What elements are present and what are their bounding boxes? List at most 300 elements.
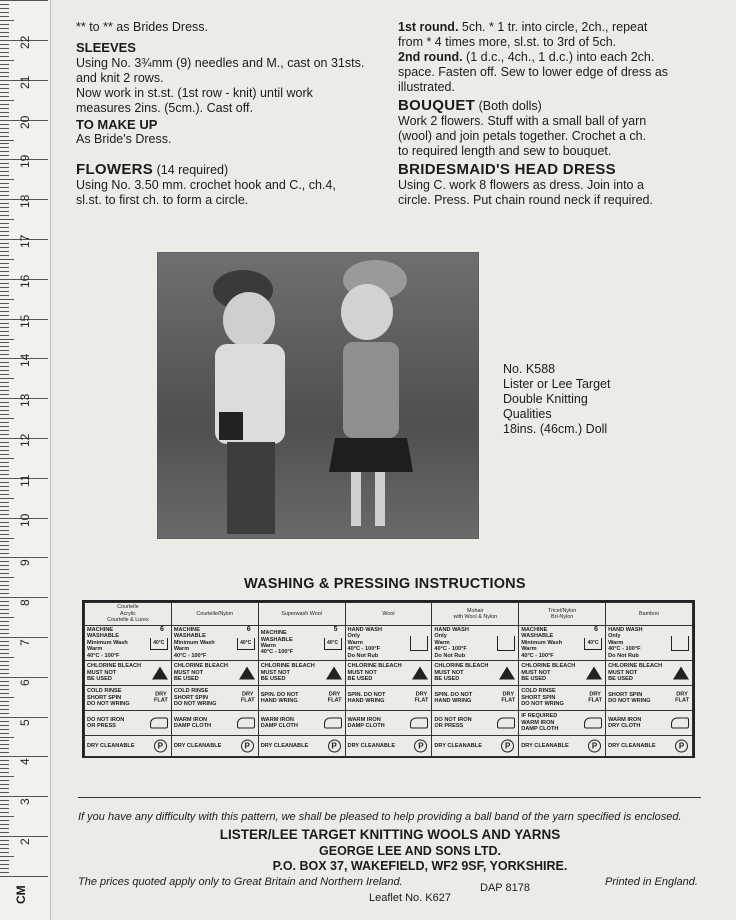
wash-drycleaning-cell <box>345 736 432 757</box>
wash-cell-text: CHLORINE BLEACH MUST NOT BE USED <box>347 663 402 683</box>
round-2-label: 2nd round. <box>398 50 463 64</box>
dry-clean-p-icon: P <box>154 740 167 753</box>
ruler-number: 9 <box>18 559 32 567</box>
ruler-number: 5 <box>18 718 32 726</box>
wash-cell-text: Bamboo <box>638 610 660 617</box>
ruler-tick <box>0 96 9 97</box>
ruler-tick <box>0 772 9 773</box>
ruler-tick <box>0 506 9 507</box>
washing-title: WASHING & PRESSING INSTRUCTIONS <box>244 576 526 592</box>
ruler-tick <box>0 88 9 89</box>
ruler-tick <box>0 446 9 447</box>
ruler-tick <box>0 474 9 475</box>
no-bleach-icon <box>326 667 342 680</box>
ruler-tick <box>0 593 9 594</box>
ruler-tick <box>0 840 9 841</box>
ruler-tick <box>0 486 9 487</box>
ruler-tick <box>0 526 9 527</box>
wash-drying-cell <box>171 686 258 711</box>
ruler-number: 15 <box>18 314 32 328</box>
ruler-tick <box>0 303 9 304</box>
ruler-tick <box>0 36 9 37</box>
ruler-tick <box>0 466 9 467</box>
wash-cell-text: DRY CLEANABLE <box>87 742 135 749</box>
dry-flat-label: DRY FLAT <box>414 691 429 705</box>
ruler-tick <box>0 569 9 570</box>
ruler-tick <box>0 227 9 228</box>
wash-cell-text: SPIN. DO NOT HAND WRING <box>347 691 386 705</box>
flowers-line: Using No. 3.50 mm. crochet hook and C., ch.4, <box>76 178 336 192</box>
ruler-number: 14 <box>18 354 32 368</box>
no-bleach-icon <box>412 667 428 680</box>
ruler-number: 4 <box>18 758 32 766</box>
ruler-tick <box>0 231 9 232</box>
wash-cell-text: Wool <box>382 610 395 617</box>
ruler-tick <box>0 267 9 268</box>
ruler-tick <box>0 585 9 586</box>
wash-row <box>85 603 693 626</box>
hand-wash-icon <box>410 636 428 651</box>
leaflet-number: Leaflet No. K627 <box>369 892 451 904</box>
ruler-tick <box>0 187 9 188</box>
ruler-tick <box>0 362 9 363</box>
ruler-tick <box>0 323 9 324</box>
wash-bleach-cell <box>345 661 432 686</box>
wash-cell-text: CHLORINE BLEACH MUST NOT BE USED <box>608 663 663 683</box>
ruler-tick <box>0 299 14 300</box>
ruler-tick <box>0 605 9 606</box>
ruler-tick <box>0 510 9 511</box>
ruler-tick <box>0 494 9 495</box>
ruler-tick <box>0 8 9 9</box>
wash-header-cell <box>258 603 345 626</box>
ruler-tick <box>0 561 9 562</box>
ruler-tick <box>0 689 9 690</box>
ruler-tick <box>0 346 9 347</box>
wash-ironing-cell <box>258 711 345 736</box>
wash-drycleaning-cell <box>519 736 606 757</box>
ruler-tick <box>0 852 9 853</box>
doll-left-figure <box>213 270 285 534</box>
ruler-tick <box>0 725 9 726</box>
wash-cell-text: CHLORINE BLEACH MUST NOT BE USED <box>87 663 142 683</box>
bouquet-heading: BOUQUET <box>398 97 476 114</box>
ruler-tick <box>0 167 9 168</box>
ruler-tick <box>0 538 14 539</box>
ruler-tick <box>0 717 48 718</box>
wash-cell-text: DRY CLEANABLE <box>521 742 569 749</box>
iron-icon <box>584 718 602 729</box>
ruler-tick <box>0 641 9 642</box>
ruler-tick <box>0 534 9 535</box>
pattern-number: No. K588 <box>503 362 556 376</box>
ruler-tick <box>0 740 9 741</box>
ruler-tick <box>0 163 9 164</box>
wash-cell-text: WARM IRON DAMP CLOTH <box>173 716 212 730</box>
wash-ironing-cell <box>85 711 172 736</box>
wash-bleach-cell <box>85 661 172 686</box>
wash-header-cell <box>171 603 258 626</box>
dry-flat-label: DRY FLAT <box>675 691 689 705</box>
wash-cell-text: CHLORINE BLEACH MUST NOT BE USED <box>173 663 228 683</box>
ruler-tick <box>0 549 9 550</box>
ruler-tick <box>0 764 9 765</box>
wash-row <box>85 736 693 757</box>
dry-flat-label: DRY FLAT <box>327 691 342 705</box>
round-1-line: from * 4 times more, sl.st. to 3rd of 5ch. <box>398 35 617 49</box>
ruler-number: 11 <box>18 474 32 487</box>
ruler-tick <box>0 530 9 531</box>
ruler-tick <box>0 713 9 714</box>
ruler-tick <box>0 243 9 244</box>
ruler-tick <box>0 406 9 407</box>
ruler-tick <box>0 665 9 666</box>
ruler-tick <box>0 768 9 769</box>
footer-divider <box>78 797 701 798</box>
ruler-tick <box>0 589 9 590</box>
wash-ironing-cell <box>345 711 432 736</box>
round-2-text <box>398 50 668 95</box>
wash-drycleaning-cell <box>85 736 172 757</box>
wash-tub-icon: 40°C <box>584 638 602 650</box>
ruler-tick <box>0 617 14 618</box>
ruler-number: 20 <box>18 115 32 129</box>
ruler-tick <box>0 394 9 395</box>
ruler-number: 22 <box>18 35 32 49</box>
cm-ruler <box>0 0 51 920</box>
bouquet-note: (Both dolls) <box>478 99 542 113</box>
ruler-tick <box>0 804 9 805</box>
wash-cell-text: DO NOT IRON OR PRESS <box>434 716 472 730</box>
ruler-number: 3 <box>18 798 32 806</box>
dry-clean-p-icon: P <box>501 740 514 753</box>
company-name: LISTER/LEE TARGET KNITTING WOOLS AND YARNS <box>219 827 561 842</box>
ruler-tick <box>0 868 9 869</box>
iron-icon <box>497 718 515 729</box>
ruler-tick <box>0 259 14 260</box>
no-bleach-icon <box>586 667 602 680</box>
wash-drying-cell <box>519 686 606 711</box>
flowers-note: (14 required) <box>156 163 229 177</box>
round-2-line: (1 d.c., 4ch., 1 d.c.) into each 2ch. <box>462 50 655 64</box>
ruler-tick <box>0 112 9 113</box>
ruler-tick <box>0 426 9 427</box>
ruler-tick <box>0 195 9 196</box>
ruler-tick <box>0 848 9 849</box>
ruler-tick <box>0 219 14 220</box>
wash-cell-text: Courtelle Acrylic Courtelle & Lurex <box>107 604 149 624</box>
wash-method-cell <box>345 626 432 661</box>
ruler-tick <box>0 171 9 172</box>
ruler-tick <box>0 116 9 117</box>
wash-tub-icon: 40°C <box>324 638 342 650</box>
ruler-tick <box>0 733 9 734</box>
ruler-tick <box>0 792 9 793</box>
ruler-tick <box>0 744 9 745</box>
ruler-tick <box>0 633 9 634</box>
bouquet-line: to required length and sew to bouquet. <box>398 144 612 158</box>
wash-drycleaning-cell <box>258 736 345 757</box>
ruler-tick <box>0 864 9 865</box>
ruler-tick <box>0 454 9 455</box>
ruler-tick <box>0 108 9 109</box>
dry-flat-label: DRY FLAT <box>240 691 255 705</box>
wash-cell-text: WARM IRON DRY CLOTH <box>608 716 642 730</box>
ruler-tick <box>0 151 9 152</box>
ruler-tick <box>0 565 9 566</box>
ruler-tick <box>0 737 14 738</box>
round-2-line: space. Fasten off. Sew to lower edge of dress as <box>398 65 669 79</box>
wash-method-cell <box>432 626 519 661</box>
ruler-tick <box>0 263 9 264</box>
ruler-tick <box>0 748 9 749</box>
wash-row <box>85 711 693 736</box>
pattern-info-line: Double Knitting <box>503 392 588 406</box>
ruler-tick <box>0 211 9 212</box>
ruler-tick <box>0 422 9 423</box>
ruler-tick <box>0 808 9 809</box>
ruler-tick <box>0 872 9 873</box>
ruler-number: 6 <box>18 679 32 686</box>
ruler-tick <box>0 390 9 391</box>
ruler-tick <box>0 832 9 833</box>
wash-drying-cell <box>606 686 693 711</box>
dry-clean-p-icon: P <box>241 740 254 753</box>
ruler-tick <box>0 64 9 65</box>
ruler-unit-label: CM <box>14 885 28 904</box>
wash-cell-text: HAND WASH Only Warm 40°C - 100°F Do Not Rub <box>608 627 643 659</box>
sleeves-line: Now work in st.st. (1st row - knit) until work <box>76 86 313 100</box>
doll-right-figure <box>329 260 413 526</box>
headdress-heading: BRIDESMAID'S HEAD DRESS <box>398 161 616 178</box>
pattern-info-line: Lister or Lee Target <box>503 377 611 391</box>
ruler-tick <box>0 729 9 730</box>
wash-cell-text: Superwash Wool <box>281 610 322 617</box>
ruler-tick <box>0 522 9 523</box>
wash-drycleaning-cell <box>432 736 519 757</box>
bouquet-title <box>398 98 542 114</box>
printed-in: Printed in England. <box>605 876 698 888</box>
ruler-tick <box>0 175 9 176</box>
ruler-tick <box>0 339 14 340</box>
ruler-tick <box>0 48 9 49</box>
wash-drycleaning-cell <box>171 736 258 757</box>
no-bleach-icon <box>152 667 168 680</box>
wash-cell-text: Tricel/Nylon Bri-Nylon <box>548 607 577 620</box>
subsidiary-name: GEORGE LEE AND SONS LTD. <box>319 844 501 858</box>
wash-method-cell <box>171 626 258 661</box>
ruler-tick <box>0 788 9 789</box>
flowers-line: sl.st. to first ch. to form a circle. <box>76 193 249 207</box>
sleeves-heading: SLEEVES <box>76 40 136 55</box>
wash-row <box>85 686 693 711</box>
ruler-number: 19 <box>18 155 32 169</box>
ruler-tick <box>0 92 9 93</box>
ruler-tick <box>0 191 9 192</box>
ruler-tick <box>0 856 14 857</box>
ruler-tick <box>0 140 14 141</box>
iron-icon <box>671 718 689 729</box>
ruler-tick <box>0 203 9 204</box>
ruler-tick <box>0 271 9 272</box>
ruler-tick <box>0 275 9 276</box>
iron-icon <box>410 718 428 729</box>
ruler-tick <box>0 573 9 574</box>
ruler-tick <box>0 776 14 777</box>
dry-clean-p-icon: P <box>588 740 601 753</box>
wash-cell-text: DRY CLEANABLE <box>260 742 309 749</box>
ruler-tick <box>0 291 9 292</box>
no-bleach-icon <box>673 667 689 680</box>
ruler-tick <box>0 84 9 85</box>
flowers-heading: FLOWERS <box>76 161 154 178</box>
ruler-tick <box>0 828 9 829</box>
ruler-tick <box>0 649 9 650</box>
bouquet-line: (wool) and join petals together. Crochet a ch. <box>398 129 647 143</box>
round-1-text <box>398 20 647 50</box>
iron-icon <box>150 718 168 729</box>
ruler-number: 16 <box>18 274 32 288</box>
wash-drying-cell <box>432 686 519 711</box>
ruler-number: 8 <box>18 599 32 607</box>
wash-cell-text: WARM IRON DAMP CLOTH <box>347 716 385 730</box>
ruler-tick <box>0 28 9 29</box>
ruler-tick <box>0 136 9 137</box>
ruler-tick <box>0 553 9 554</box>
wash-cell-text: CHLORINE BLEACH MUST NOT BE USED <box>434 663 489 683</box>
sleeves-line: measures 2ins. (5cm.). Cast off. <box>76 101 253 115</box>
ruler-tick <box>0 354 9 355</box>
ruler-number: 13 <box>18 393 32 408</box>
ruler-tick <box>0 374 9 375</box>
wash-program-number: 6 <box>246 626 251 633</box>
ruler-tick <box>0 780 9 781</box>
ruler-number: 12 <box>18 433 32 447</box>
wash-cell-text: COLD RINSE SHORT SPIN DO NOT WRING <box>87 688 130 708</box>
wash-bleach-cell <box>606 661 693 686</box>
wash-header-cell <box>519 603 606 626</box>
iron-icon <box>237 718 255 729</box>
wash-program-number: 5 <box>333 626 338 633</box>
ruler-tick <box>0 820 9 821</box>
ruler-tick <box>0 414 9 415</box>
ruler-tick <box>0 315 9 316</box>
ruler-tick <box>0 350 9 351</box>
ruler-tick <box>0 701 9 702</box>
dry-clean-p-icon: P <box>328 740 341 753</box>
ruler-tick <box>0 155 9 156</box>
ruler-tick <box>0 581 9 582</box>
wash-row <box>85 661 693 686</box>
ruler-tick <box>0 498 14 499</box>
ruler-tick <box>0 601 9 602</box>
ruler-tick <box>0 514 9 515</box>
ruler-tick <box>0 752 9 753</box>
ruler-tick <box>0 450 9 451</box>
wash-method-cell <box>258 626 345 661</box>
ruler-tick <box>0 645 9 646</box>
ruler-number: 17 <box>18 234 32 248</box>
ruler-tick <box>0 609 9 610</box>
wash-bleach-cell <box>519 661 606 686</box>
ruler-tick <box>0 223 9 224</box>
ruler-tick <box>0 800 9 801</box>
wash-cell-text: SPIN. DO NOT HAND WRING <box>434 691 473 705</box>
ruler-tick <box>0 653 9 654</box>
ruler-number: 21 <box>18 75 32 89</box>
ruler-tick <box>0 812 9 813</box>
ruler-tick <box>0 335 9 336</box>
ruler-tick <box>0 657 14 658</box>
wash-program-number: 6 <box>594 626 599 633</box>
wash-cell-text: HAND WASH Only Warm 40°C - 100°F Do Not Rub <box>347 627 383 659</box>
hand-wash-icon <box>671 636 689 651</box>
ruler-tick <box>0 860 9 861</box>
ruler-tick <box>0 235 9 236</box>
wash-cell-text: HAND WASH Only Warm 40°C - 100°F Do Not Rub <box>434 627 469 659</box>
wash-cell-text: COLD RINSE SHORT SPIN DO NOT WRING <box>521 688 564 708</box>
ruler-tick <box>0 458 14 459</box>
wash-row <box>85 626 693 661</box>
dry-flat-label: DRY FLAT <box>153 691 168 705</box>
ruler-tick <box>0 32 9 33</box>
ruler-tick <box>0 370 9 371</box>
ruler-tick <box>0 16 9 17</box>
ruler-tick <box>0 295 9 296</box>
ruler-tick <box>0 784 9 785</box>
ruler-tick <box>0 132 9 133</box>
ruler-tick <box>0 844 9 845</box>
ruler-tick <box>0 462 9 463</box>
ruler-tick <box>0 637 48 638</box>
ruler-tick <box>0 207 9 208</box>
sleeves-line: Using No. 3¾mm (9) needles and M., cast on 31sts. <box>76 56 365 70</box>
ruler-tick <box>0 621 9 622</box>
pattern-info-line: Qualities <box>503 407 552 421</box>
ruler-tick <box>0 143 9 144</box>
wash-method-cell <box>519 626 606 661</box>
dry-clean-p-icon: P <box>414 740 427 753</box>
sleeves-line: and knit 2 rows. <box>76 71 164 85</box>
ruler-tick <box>0 816 14 817</box>
ruler-tick <box>0 24 9 25</box>
ruler-tick <box>0 629 9 630</box>
ruler-tick <box>0 255 9 256</box>
wash-drycleaning-cell <box>606 736 693 757</box>
wash-ironing-cell <box>606 711 693 736</box>
ruler-tick <box>0 251 9 252</box>
wash-bleach-cell <box>258 661 345 686</box>
dap-code: DAP 8178 <box>480 882 530 894</box>
ruler-tick <box>0 100 14 101</box>
wash-cell-text: WARM IRON DAMP CLOTH <box>260 716 298 730</box>
wash-cell-text: DO NOT IRON OR PRESS <box>87 716 125 730</box>
ruler-number: 7 <box>18 639 32 646</box>
ruler-tick <box>0 342 9 343</box>
make-up-heading: TO MAKE UP <box>76 117 158 132</box>
ruler-tick <box>0 434 9 435</box>
ruler-tick <box>0 625 9 626</box>
ruler-number: 18 <box>18 194 32 209</box>
ruler-tick <box>0 442 9 443</box>
wash-ironing-cell <box>519 711 606 736</box>
dry-clean-p-icon: P <box>675 740 688 753</box>
ruler-tick <box>0 283 9 284</box>
pattern-info-line: 18ins. (46cm.) Doll <box>503 422 608 436</box>
ruler-tick <box>0 52 9 53</box>
washing-instructions-table <box>82 600 695 758</box>
hand-wash-icon <box>497 636 515 651</box>
